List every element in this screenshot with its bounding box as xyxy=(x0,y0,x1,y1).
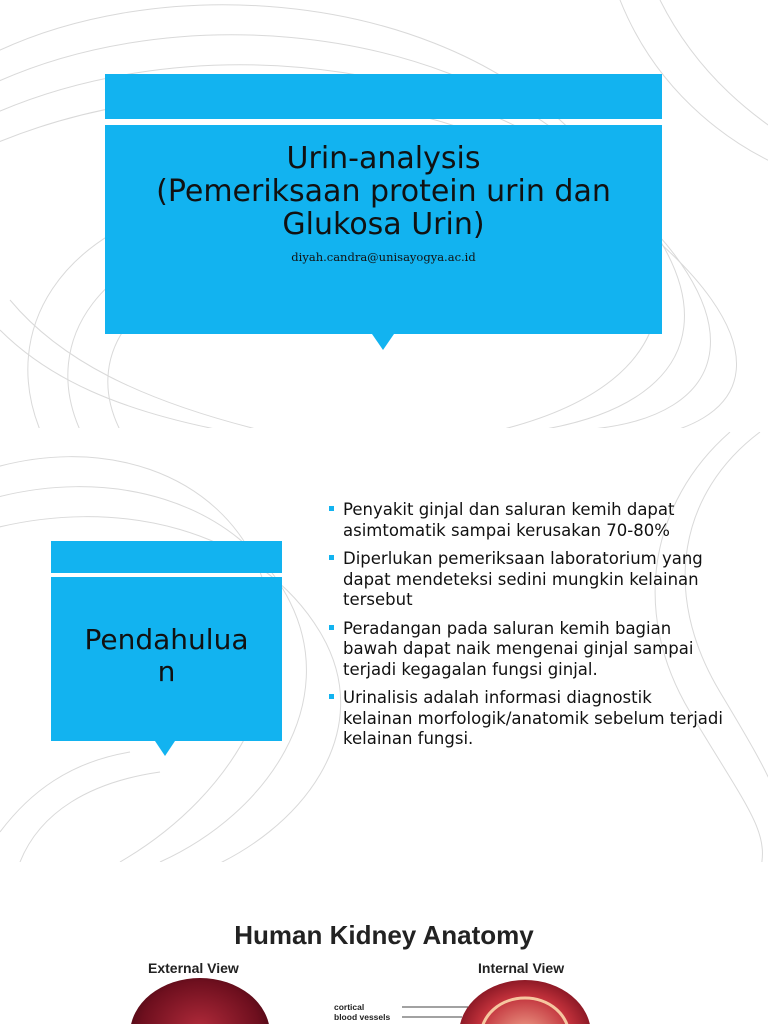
bullet-text: Urinalisis adalah informasi diagnostik kelainan morfologik/anatomik sebelum terjadi kelainan fungsi. xyxy=(343,688,723,748)
section-heading xyxy=(51,624,282,688)
kidney-title: Human Kidney Anatomy xyxy=(234,920,534,950)
heading-pointer xyxy=(155,741,175,756)
title-line-2: (Pemeriksaan protein urin dan xyxy=(156,174,611,209)
author-email: diyah.candra@unisayogya.ac.id xyxy=(291,250,476,264)
internal-view-label: Internal View xyxy=(478,960,565,976)
page-title xyxy=(105,142,662,241)
title-top-band xyxy=(105,74,662,119)
title-pointer xyxy=(372,334,394,350)
external-kidney xyxy=(130,978,270,1024)
bullet-icon xyxy=(329,694,334,699)
bullet-icon xyxy=(329,555,334,560)
heading-line-2: n xyxy=(157,655,176,688)
bullet-text: Penyakit ginjal dan saluran kemih dapat asimtomatik sampai kerusakan 70-80% xyxy=(343,500,675,540)
bullet-icon xyxy=(329,625,334,630)
heading-line-1: Pendahulua xyxy=(84,623,249,656)
bullet-list xyxy=(326,500,726,758)
internal-kidney xyxy=(459,980,591,1024)
list-item xyxy=(326,688,726,750)
list-item xyxy=(326,549,726,611)
annotation-line-2: blood vessels xyxy=(334,1012,391,1022)
annotation-line-1: cortical xyxy=(334,1002,365,1012)
heading-top-band xyxy=(51,541,282,573)
list-item xyxy=(326,619,726,681)
bullet-text: Diperlukan pemeriksaan laboratorium yang dapat mendeteksi sedini mungkin kelainan tersebut xyxy=(343,549,703,609)
list-item xyxy=(326,500,726,541)
external-view-label: External View xyxy=(148,960,239,976)
title-line-1: Urin-analysis xyxy=(286,141,481,176)
bullet-text: Peradangan pada saluran kemih bagian bawah dapat naik mengenai ginjal sampai terjadi kegagalan fungsi ginjal. xyxy=(343,618,694,679)
title-line-3: Glukosa Urin) xyxy=(282,207,485,242)
cortical-annotation xyxy=(334,1002,390,1022)
bullet-icon xyxy=(329,506,334,511)
title-slide xyxy=(0,0,768,428)
